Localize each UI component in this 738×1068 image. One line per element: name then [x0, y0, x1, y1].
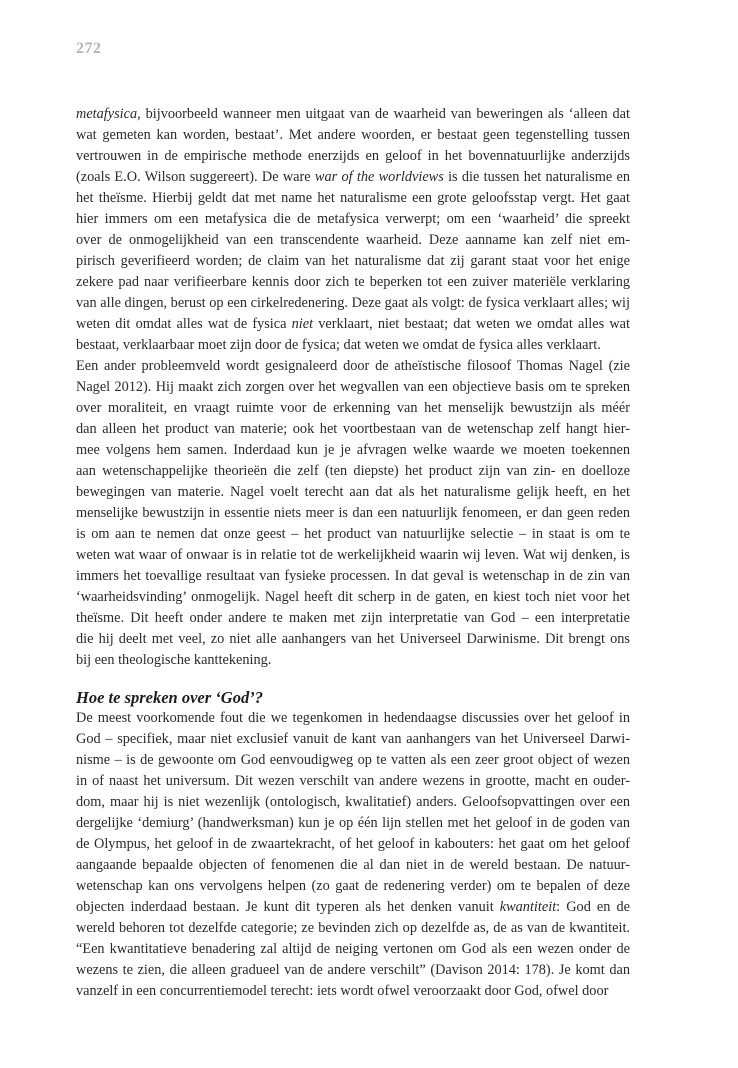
text-line [76, 482, 630, 503]
body-text [76, 104, 630, 1002]
text-line [76, 960, 630, 981]
text-line [76, 293, 630, 314]
text-line [76, 897, 630, 918]
section-heading: Hoe te spreken over ‘God’? [76, 688, 263, 707]
text-line [76, 230, 630, 251]
text-line [76, 335, 630, 356]
text-run: is die tussen het naturalisme en [443, 169, 630, 185]
text-line [76, 104, 630, 125]
text-run: het theïsme. Hierbij geldt dat met name het naturalisme een grote geloofsstap vergt. Het gaat [76, 190, 630, 206]
text-line [76, 356, 630, 377]
paragraphs-before-heading [76, 104, 630, 671]
text-run: de Olympus, het geloof in de zwaartekracht, of het geloof in kabouters: het gaat om het geloof [76, 836, 630, 852]
text-line [76, 587, 630, 608]
text-run: weten wat waar of onwaar is in relatie tot de werkelijkheid waarin wij leven. Wat wij denken, is [76, 547, 630, 563]
text-line [76, 650, 630, 671]
text-line [76, 461, 630, 482]
paragraph [76, 708, 630, 1002]
text-run: wetenschap kan ons vervolgens helpen (zo gaat de redenering verder) om te bepalen of deze [76, 878, 630, 894]
text-run: objecten inderdaad bestaan. Je kunt dit typeren als het denken vanuit [76, 899, 500, 915]
italic-text: niet [291, 316, 314, 332]
text-run: ‘waarheidsvinding’ onmogelijk. Nagel heeft dit scherp in de gaten, en kiest toch niet voor het [76, 589, 630, 605]
text-run: : God en de [556, 899, 630, 915]
text-run: nisme – is de gewoonte om God eenvoudigweg op te vatten als een zeer groot object of wezen [76, 752, 630, 768]
text-run: over de onmogelijkheid van een transcendente waarheid. Deze aanname kan zelf niet em- [76, 232, 630, 248]
text-line [76, 629, 630, 650]
text-line [76, 939, 630, 960]
text-line [76, 209, 630, 230]
text-run: pirisch geverifieerd worden; de claim van het naturalisme dat zij garant staat voor het enige [76, 253, 630, 269]
text-run: bewegingen van materie. Nagel voelt terecht aan dat als het naturalisme gelijk heeft, en het [76, 484, 630, 500]
text-line [76, 834, 630, 855]
text-run: weten dit omdat alles wat de fysica [76, 316, 292, 332]
text-run: over moraliteit, en vraagt ruimte voor de erkenning van het menselijk bewustzijn als méér [76, 400, 630, 416]
text-line [76, 251, 630, 272]
text-run: zekere pad naar verifieerbare kennis door zich te beperken tot een zuiver materiële verklaring [76, 274, 630, 290]
text-line [76, 314, 630, 335]
text-run: immers het toevallige resultaat van fysieke processen. In dat geval is wetenschap in de zin van [76, 568, 630, 584]
text-run: “Een kwantitatieve benadering zal altijd de neiging vertonen om God als een wezen onder de [76, 941, 630, 957]
text-line [76, 729, 630, 750]
text-line [76, 419, 630, 440]
text-run: , bijvoorbeeld wanneer men uitgaat van de waarheid van beweringen als ‘alleen dat [137, 106, 630, 122]
text-run: God – specifiek, maar niet exclusief vanuit de kant van aanhangers van het Universeel Darwi- [76, 731, 630, 747]
italic-text: metafysica [76, 106, 138, 122]
text-run: menselijke bewustzijn in essentie niets meer is dan een natuurlijk fenomeen, er dan geen reden [76, 505, 630, 521]
text-run: bij een theologische kanttekening. [76, 652, 272, 668]
text-run: dergelijke ‘demiurg’ (handwerksman) kun je op één lijn stellen met het geloof in de goden van [76, 815, 630, 831]
page-number: 272 [76, 40, 102, 57]
text-line [76, 146, 630, 167]
text-run: dan alleen het product van materie; ook het voortbestaan van de wetenschap zelf hangt hier- [76, 421, 630, 437]
text-line [76, 981, 630, 1002]
text-run: bestaat, verklaarbaar moet zijn door de fysica; dat weten we omdat de fysica alles verklaart. [76, 337, 601, 353]
text-line [76, 876, 630, 897]
text-run: aan wetenschappelijke theorieën die zelf (ten diepste) het product zijn van zin- en doelloze [76, 463, 630, 479]
text-line [76, 750, 630, 771]
text-run: hier immers om een metafysica die de metafysica verwerpt; om een ‘waarheid’ die spreekt [76, 211, 630, 227]
text-line [76, 125, 630, 146]
text-run: is om aan te nemen dat onze geest – het product van natuurlijke selectie – in staat is om te [76, 526, 630, 542]
text-run: die hij deelt met veel, zo niet alle aanhangers van het Universeel Darwinisme. Dit brengt ons [76, 631, 630, 647]
text-run: vertrouwen in de empirische methode enerzijds en geloof in het bovennatuurlijke anderzijds [76, 148, 630, 164]
text-line [76, 398, 630, 419]
text-line [76, 503, 630, 524]
text-line [76, 608, 630, 629]
text-run: Een ander probleemveld wordt gesignaleerd door de atheïstische filosoof Thomas Nagel (zie [76, 358, 630, 374]
text-run: vanzelf in een concurrentiemodel terecht: iets wordt ofwel veroorzaakt door God, ofwel door [76, 983, 609, 999]
text-line [76, 377, 630, 398]
text-line [76, 918, 630, 939]
text-run: Nagel 2012). Hij maakt zich zorgen over het wegvallen van een objectieve basis om te spreken [76, 379, 630, 395]
italic-text: kwantiteit [499, 899, 557, 915]
text-run: wezens te zien, die alleen gradueel van de andere verschilt” (Davison 2014: 178). Je komt dan [76, 962, 630, 978]
text-line [76, 524, 630, 545]
text-run: (zoals E.O. Wilson suggereert). De ware [76, 169, 315, 185]
text-line [76, 188, 630, 209]
text-line [76, 440, 630, 461]
text-line [76, 771, 630, 792]
text-run: wat gemeten kan worden, bestaat’. Met andere woorden, er bestaat geen tegenstelling tussen [76, 127, 630, 143]
italic-text: war of the worldviews [314, 169, 444, 185]
text-line [76, 566, 630, 587]
text-line [76, 813, 630, 834]
text-run: aangaande bepaalde objecten of fenomenen die al dan niet in de wereld bestaan. De natuur- [76, 857, 630, 873]
text-line [76, 545, 630, 566]
text-run: mee volgens hem samen. Inderdaad kun je je afvragen welke waarde we moeten toekennen [76, 442, 630, 458]
text-run: theïsme. Dit heeft onder andere te maken met zijn interpretatie van God – een interpretatie [76, 610, 630, 626]
text-run: van alle dingen, berust op een cirkelredenering. Deze gaat als volgt: de fysica verklaart alles; wij [76, 295, 630, 311]
paragraph [76, 356, 630, 671]
paragraphs-after-heading [76, 708, 630, 1002]
text-run: De meest voorkomende fout die we tegenkomen in hedendaagse discussies over het geloof in [76, 710, 630, 726]
text-run: verklaart, niet bestaat; dat weten we omdat alles wat [313, 316, 630, 332]
text-run: dom, maar hij is niet wezenlijk (ontologisch, kwalitatief) anders. Geloofsopvattingen over een [76, 794, 630, 810]
text-line [76, 792, 630, 813]
paragraph [76, 104, 630, 356]
text-run: in of naast het universum. Dit wezen verschilt van andere wezens in grootte, macht en ouder- [76, 773, 630, 789]
text-run: wereld behoren tot dezelfde categorie; ze bevinden zich op dezelfde as, de as van de kwantiteit. [76, 920, 630, 936]
text-line [76, 167, 630, 188]
text-line [76, 855, 630, 876]
text-line [76, 272, 630, 293]
text-line [76, 708, 630, 729]
